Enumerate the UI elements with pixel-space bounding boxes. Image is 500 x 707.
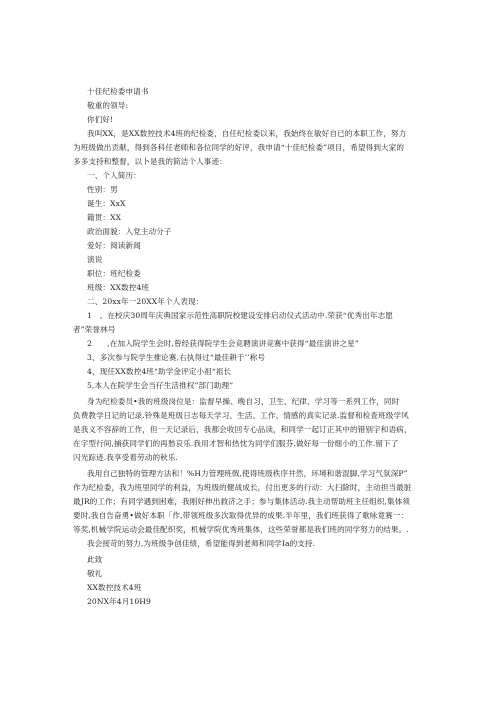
intro-line: 我叫XX，是XX数控技术4班的纪检委，自任纪检委以来，我始终在敏好自已的本职工作，努力 [87,129,407,138]
paragraph-line: 等奖,机械学院运动会最佳配织奖，机械学院优秀班集体，这些荣誉都是我们班的同学努力的结果。. [73,525,409,534]
achievement-item: 4、现任XX数控4班“助学金评定小祖“祖长 [87,367,232,376]
section2-heading: 二、20xx年一20XX年个人表现： [87,297,204,306]
paragraph-line: 闪光踪迹.我享受着劳动的秋乐. [73,453,179,462]
paragraph-line: 要时,我自告奋勇•做好本职「作,带领班级多次取得优异的成果.半年里，我们班获得了歌咏竟赛一： [73,511,409,520]
paragraph-line: 我用自己独特的管理方法和！%H力管理班戟,使得班级秩序井然，环境和谐混脚,学习气氛深P” [87,469,408,478]
signature-date: 20NX年4月10H9 [87,597,151,606]
paragraph-line: 最JR的工作；有同学遇到困难，我刚好伸出救济之手；参与集体活动.我主动帮助班主任组织,集体须 [73,497,411,506]
profile-native: 籍贯：XX [87,213,122,222]
achievement-item: 1 、在校庆30周年庆典国家示范性高职院校建设安排启动仪式活动中.荣获“优秀出年志愿 [87,311,393,320]
signature-class: XX数控技术4班 [87,583,142,592]
section1-heading: 一、个人简历： [87,171,141,180]
profile-gender: 性别：男 [87,185,118,194]
closing-respect: 此致 [87,555,103,564]
paragraph-line: 作为纪检委，我为班里同学的利益，为班级的健战成长，付出更多的行动：大扫除时，主动担当最脏 [73,483,412,492]
paragraph-line: 我会接苛的努力,为班级争创佳绩，希望能得到老师和同学Ia的支持. [87,539,316,548]
profile-speech: 演说 [87,255,103,264]
achievement-item: 5,本人在院学生会当仔生活推权”部门助理” [87,381,234,390]
profile-hobby: 爱好：阅读新闻 [87,241,141,250]
closing-respect: 敬礼 [87,569,103,578]
paragraph-line: 在字型行间,捕获同学们的再愁哀乐.我用才智和热忱为同学们服芬.做好每一份细小的工作.留下了 [73,439,399,448]
paragraph-line: 身为纪检委员•我的班级岗位是：监督早操、晚自习、卫生、纪律、学习等一系列工作，同时 [87,397,400,406]
achievement-item: 2 ,在加入院学生会时,曾经获得院学生会竞聘演讲竞赛中获得“最佳演讲之星” [87,339,359,348]
salutation: 敬重的领导: [87,101,129,110]
profile-political: 政治面貌：入党主动分子 [87,227,172,236]
intro-line: 为班级做出贡献，得到各科任老师和各位同学的好评，我申请“十佳纪检委”项目，希望得到大家的 [73,143,405,152]
paragraph-line: 是我义不容辞的工作，但一天记录后，我都会收回专心品读，和同学一起订正其中的错别字和语病， [73,425,412,434]
greeting: 你们好! [87,115,114,124]
achievement-item: 3、多次参与院学生推论赛,右执得过“最佳耕于’’称号 [87,353,266,362]
achievement-item: 者”荣誉林号 [73,325,116,334]
intro-line: 多多支持和整督，以卜是我的简洁个人事迹： [73,157,227,166]
profile-birth: 诞生：XxX [87,199,126,208]
profile-position: 职位：班纪检委 [87,269,141,278]
profile-class: 班级：XX数控4班 [87,283,150,292]
paragraph-line: 负费教学日记的记录.铃殊是班级日志每天学习、生活、工作、情感的真实记录.监督和检查班级学风 [73,411,409,420]
document-title: 十佳纪检委申请书 [87,87,149,96]
